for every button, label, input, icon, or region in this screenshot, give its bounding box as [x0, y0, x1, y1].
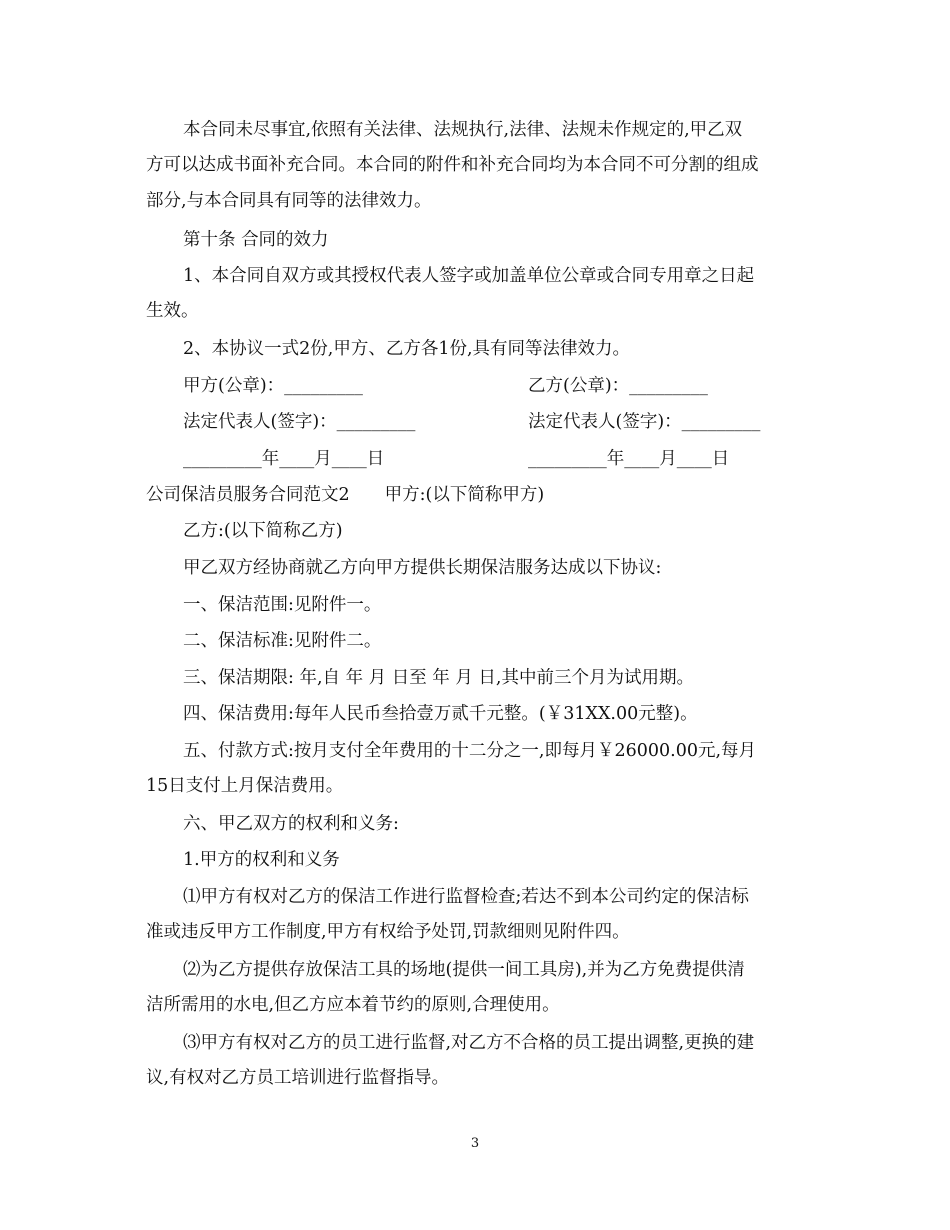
paragraph-line: 1、本合同自双方或其授权代表人签字或加盖单位公章或合同专用章之日起 — [183, 266, 755, 286]
paragraph-line: 一、保洁范围:见附件一。 — [183, 595, 382, 615]
paragraph-line: 准或违反甲方工作制度,甲方有权给予处罚,罚款细则见附件四。 — [146, 922, 630, 942]
party-a-seal-field: 甲方(公章)：_________ — [183, 376, 363, 396]
paragraph-line: 乙方:(以下简称乙方) — [183, 521, 343, 541]
paragraph-line: ⑵为乙方提供存放保洁工具的场地(提供一间工具房),并为乙方免费提供清 — [183, 960, 745, 980]
paragraph-line: ⑶甲方有权对乙方的员工进行监督,对乙方不合格的员工提出调整,更换的建 — [183, 1033, 755, 1053]
paragraph-line: 议,有权对乙方员工培训进行监督指导。 — [146, 1068, 450, 1088]
paragraph-line: 六、甲乙双方的权利和义务: — [183, 814, 399, 834]
article-heading: 第十条 合同的效力 — [183, 230, 329, 250]
paragraph-line: 五、付款方式:按月支付全年费用的十二分之一,即每月￥26000.00元,每月 — [183, 741, 757, 761]
page-number: 3 — [470, 1136, 480, 1151]
party-b-date-field: _________年____月____日 — [528, 449, 730, 469]
party-b-seal-field: 乙方(公章)：_________ — [528, 376, 708, 396]
paragraph-line: 三、保洁期限: 年,自 年 月 日至 年 月 日,其中前三个月为试用期。 — [183, 668, 694, 688]
paragraph-line: 二、保洁标准:见附件二。 — [183, 631, 382, 651]
party-b-representative-field: 法定代表人(签字)：_________ — [528, 412, 761, 432]
paragraph-line: 方可以达成书面补充合同。本合同的附件和补充合同均为本合同不可分割的组成 — [146, 155, 759, 175]
paragraph-line: ⑴甲方有权对乙方的保洁工作进行监督检查;若达不到本公司约定的保洁标 — [183, 887, 749, 907]
party-a-date-field: _________年____月____日 — [183, 449, 385, 469]
section-title: 公司保洁员服务合同范文2 甲方:(以下简称甲方) — [146, 485, 545, 505]
paragraph-line: 生效。 — [146, 301, 199, 321]
paragraph-line: 15日支付上月保洁费用。 — [146, 776, 344, 796]
paragraph-line: 1.甲方的权利和义务 — [183, 850, 340, 870]
paragraph-line: 四、保洁费用:每年人民币叁拾壹万贰千元整。(￥31XX.00元整)。 — [183, 704, 698, 724]
paragraph-line: 部分,与本合同具有同等的法律效力。 — [146, 191, 432, 211]
paragraph-line: 甲乙双方经协商就乙方向甲方提供长期保洁服务达成以下协议: — [183, 558, 662, 578]
paragraph-line: 2、本协议一式2份,甲方、乙方各1份,具有同等法律效力。 — [183, 339, 631, 359]
paragraph-line: 洁所需用的水电,但乙方应本着节约的原则,合理使用。 — [146, 995, 560, 1015]
paragraph-line: 本合同未尽事宜,依照有关法律、法规执行,法律、法规未作规定的,甲乙双 — [183, 120, 743, 140]
party-a-representative-field: 法定代表人(签字)：_________ — [183, 412, 416, 432]
